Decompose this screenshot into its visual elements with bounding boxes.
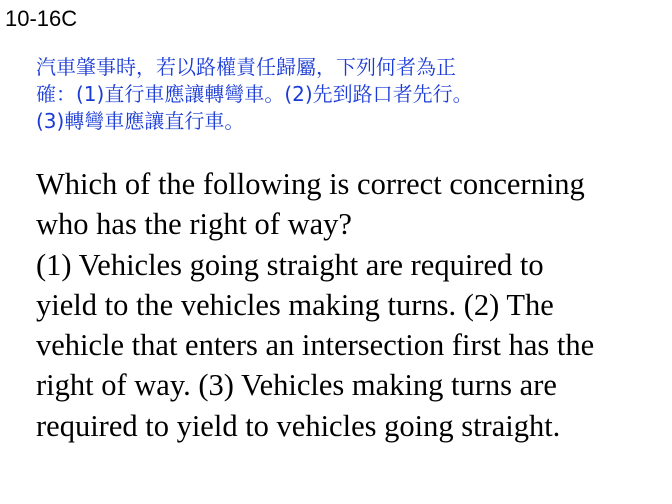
question-english-line: right of way. (3) Vehicles making turns are <box>36 368 557 403</box>
question-english-line: yield to the vehicles making turns. (2) The <box>36 287 554 322</box>
question-chinese-line: 確：(1)直行車應讓轉彎車。(2)先到路口者先行。 <box>36 82 473 106</box>
question-chinese <box>36 54 646 135</box>
question-id: 10-16C <box>5 6 78 31</box>
question-english-line: who has the right of way? <box>36 207 352 242</box>
question-english-line: (1) Vehicles going straight are required to <box>36 247 544 282</box>
question-english-line: vehicle that enters an intersection first has the <box>36 328 595 363</box>
question-english-line: required to yield to vehicles going straight. <box>36 408 561 443</box>
question-english <box>36 164 668 446</box>
question-chinese-line: (3)轉彎車應讓直行車。 <box>36 109 245 133</box>
question-chinese-line: 汽車肇事時，若以路權責任歸屬，下列何者為正 <box>36 55 456 79</box>
question-english-line: Which of the following is correct concerning <box>36 167 585 201</box>
